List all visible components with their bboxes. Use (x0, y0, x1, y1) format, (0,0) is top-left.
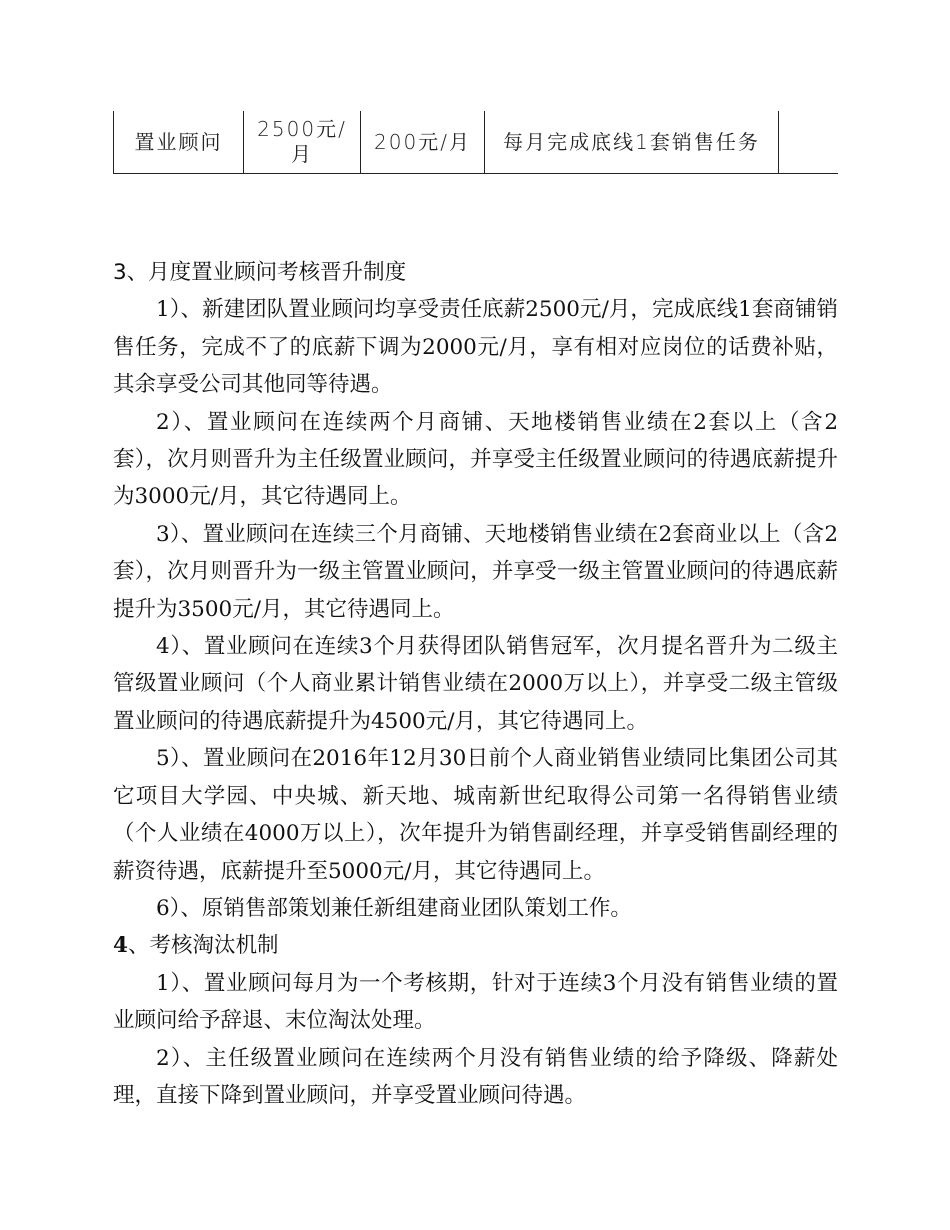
section3-item-5: 5）、置业顾问在2016年12月30日前个人商业销售业绩同比集团公司其它项目大学园、中央城、新天地、城南新世纪取得公司第一名得销售业绩（个人业绩在4000万以上），次年提升为销售副经理，并享受销售副经理的薪资待遇，底薪提升至5000元/月，其它待遇同上。 (113, 746, 838, 884)
salary-table-wrapper (113, 111, 837, 174)
section4-item-2: 2）、主任级置业顾问在连续两个月没有销售业绩的给予降级、降薪处理，直接下降到置业顾问，并享受置业顾问待遇。 (113, 1045, 838, 1108)
section3-item-1: 1）、新建团队置业顾问均享受责任底薪2500元/月，完成底线1套商铺销售任务，完成不了的底薪下调为2000元/月，享有相对应岗位的话费补贴，其余享受公司其他同等待遇。 (113, 297, 838, 398)
section3-item-2: 2）、置业顾问在连续两个月商铺、天地楼销售业绩在2套以上（含2套），次月则晋升为主任级置业顾问，并享受主任级置业顾问的待遇底薪提升为3000元/月，其它待遇同上。 (113, 409, 838, 510)
base-salary-line1: 2500元/ (257, 117, 347, 141)
document-body (113, 254, 838, 1114)
section3-heading: 3、月度置业顾问考核晋升制度 (113, 260, 407, 285)
section4-heading-num: 4 (113, 933, 128, 959)
requirement-cell: 每月完成底线1套销售任务 (485, 111, 779, 174)
section3-item-6: 6）、原销售部策划兼任新组建商业团队策划工作。 (156, 895, 632, 921)
section3-item-4: 4）、置业顾问在连续3个月获得团队销售冠军，次月提名晋升为二级主管级置业顾问（个人商业累计销售业绩在2000万以上），并享受二级主管级置业顾问的待遇底薪提升为4500元/月，其它待遇同上。 (113, 634, 838, 734)
table-row (114, 111, 838, 174)
section4-heading-text: 、考核淘汰机制 (127, 933, 279, 959)
base-salary-line2: 月 (291, 142, 313, 166)
section3-item-3: 3）、置业顾问在连续三个月商铺、天地楼销售业绩在2套商业以上（含2套），次月则晋升为一级主管置业顾问，并享受一级主管置业顾问的待遇底薪提升为3500元/月，其它待遇同上。 (113, 521, 838, 622)
allowance-cell: 200元/月 (361, 111, 485, 174)
section4-item-1: 1）、置业顾问每月为一个考核期，针对于连续3个月没有销售业绩的置业顾问给予辞退、末位淘汰处理。 (113, 970, 838, 1034)
section4-heading (113, 927, 838, 964)
salary-table (113, 111, 838, 174)
base-salary-cell (244, 111, 361, 174)
empty-cell (779, 111, 838, 174)
position-cell: 置业顾问 (114, 111, 244, 174)
